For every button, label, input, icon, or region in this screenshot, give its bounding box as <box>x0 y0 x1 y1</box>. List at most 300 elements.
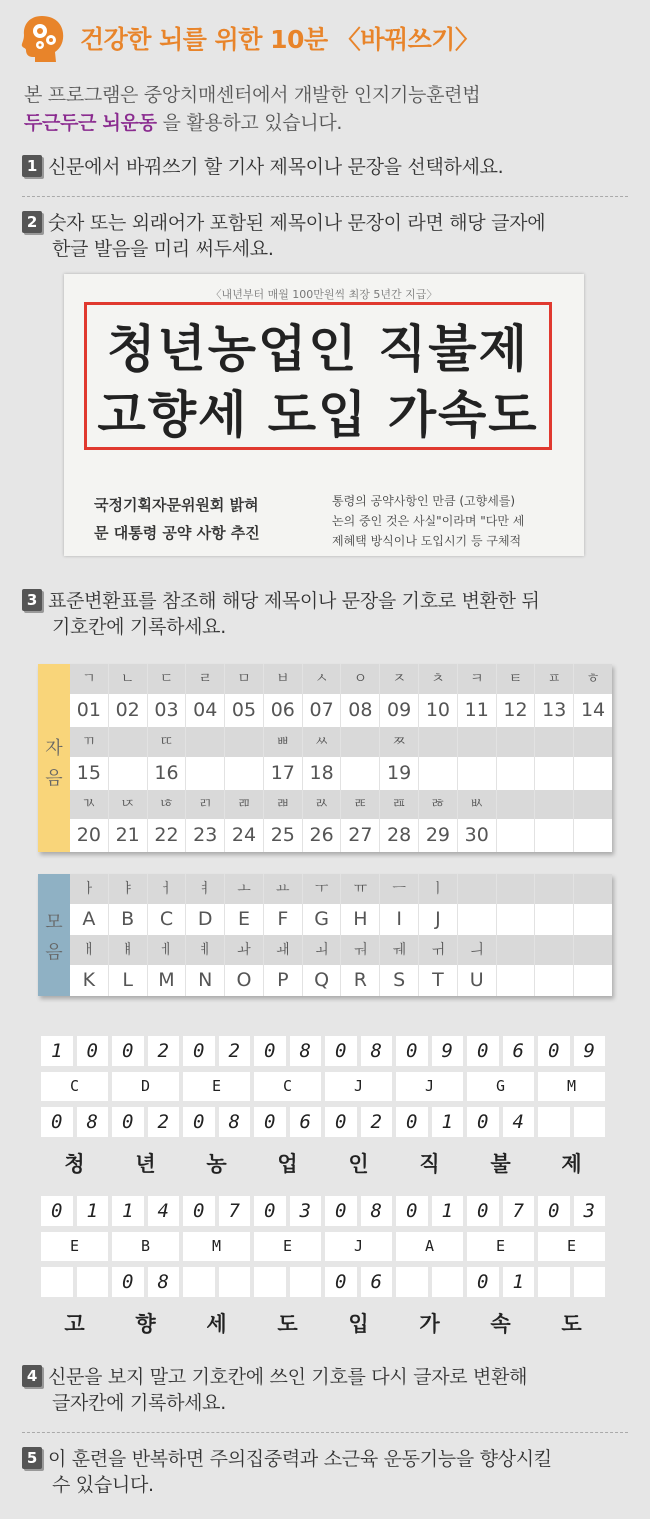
code-box-pair <box>467 1107 534 1137</box>
syllable: 불 <box>490 1152 511 1176</box>
consonant-table <box>38 664 612 852</box>
code-box-pair <box>254 1036 321 1066</box>
code-cell: 27 <box>341 819 380 852</box>
code-cell: 04 <box>186 694 225 727</box>
step-text: 기호칸에 기록하세요. <box>52 616 226 638</box>
vowel-box: C <box>254 1072 321 1101</box>
jamo-cell: ㄺ <box>186 790 225 819</box>
step-4 <box>22 1364 527 1416</box>
table-row <box>70 727 612 757</box>
code-box <box>396 1267 428 1297</box>
syllable-row <box>41 1308 609 1340</box>
syllable-row <box>41 1148 609 1180</box>
code-box-pair <box>112 1107 179 1137</box>
jamo-cell: ㄳ <box>70 790 109 819</box>
code-cell: E <box>225 904 264 935</box>
jamo-cell: ㅌ <box>497 664 536 694</box>
jamo-cell: ㄸ <box>148 727 187 757</box>
code-box-pair <box>254 1107 321 1137</box>
jamo-cell: ㄽ <box>303 790 342 819</box>
jamo-cell: ㅉ <box>380 727 419 757</box>
jamo-cell: ㄼ <box>264 790 303 819</box>
jamo-cell <box>341 727 380 757</box>
code-cell <box>109 757 148 790</box>
code-box-pair <box>325 1267 392 1297</box>
code-cell: A <box>70 904 109 935</box>
code-cell: D <box>186 904 225 935</box>
step-text: 숫자 또는 외래어가 포함된 제목이나 문장이 라면 해당 글자에 <box>48 212 546 234</box>
code-box-pair <box>325 1036 392 1066</box>
code-cell: 26 <box>303 819 342 852</box>
newspaper-caption: 〈내년부터 매월 100만원씩 최장 5년간 지급〉 <box>210 288 438 301</box>
code-cell: 30 <box>458 819 497 852</box>
code-cell: P <box>264 965 303 996</box>
code-cell <box>535 904 574 935</box>
syllable: 제 <box>561 1152 582 1176</box>
vowel-table <box>38 874 612 996</box>
step-number: 1 <box>22 155 42 177</box>
code-box: 0 <box>112 1267 144 1297</box>
jamo-cell: ㅎ <box>574 664 612 694</box>
jamo-cell: ㅋ <box>458 664 497 694</box>
divider <box>22 196 628 197</box>
article-text-1: 통령의 공약사항인 만큼 (고향세를) <box>332 494 516 508</box>
code-box: 0 <box>396 1107 428 1137</box>
table-row <box>70 965 612 996</box>
code-cell <box>574 757 612 790</box>
step-5 <box>22 1446 552 1498</box>
code-box-pair <box>538 1267 605 1297</box>
code-cell <box>535 757 574 790</box>
jamo-cell: ㅟ <box>419 935 458 965</box>
jamo-cell <box>535 874 574 904</box>
vowel-box: J <box>325 1232 392 1261</box>
table-row <box>70 757 612 790</box>
jamo-cell: ㅡ <box>380 874 419 904</box>
label-char: 모 <box>45 912 63 933</box>
step-3 <box>22 588 540 640</box>
vowel-code-row <box>41 1232 609 1261</box>
code-box: 1 <box>503 1267 535 1297</box>
jamo-cell <box>109 727 148 757</box>
code-cell: 07 <box>303 694 342 727</box>
code-box: 0 <box>112 1107 144 1137</box>
code-cell: 19 <box>380 757 419 790</box>
syllable: 고 <box>64 1312 85 1336</box>
subheadline-1: 국정기획자문위원회 밝혀 <box>94 496 259 514</box>
jamo-cell <box>186 727 225 757</box>
code-cell: 02 <box>109 694 148 727</box>
code-box-pair <box>112 1267 179 1297</box>
jamo-cell: ㅆ <box>303 727 342 757</box>
jamo-cell: ㅖ <box>186 935 225 965</box>
code-box: 6 <box>290 1107 322 1137</box>
vowel-box: B <box>112 1232 179 1261</box>
code-cell <box>574 904 612 935</box>
article-text-3: 제혜택 방식이나 도입시기 등 구체적 <box>332 534 522 548</box>
step-number: 5 <box>22 1447 42 1469</box>
code-box: 9 <box>574 1036 606 1066</box>
highlight-box <box>84 302 552 450</box>
code-box-pair <box>396 1036 463 1066</box>
subheadline-2: 문 대통령 공약 사항 추진 <box>94 524 260 542</box>
initial-code-row <box>41 1036 609 1066</box>
code-box: 8 <box>77 1107 109 1137</box>
code-box-pair <box>538 1107 605 1137</box>
jamo-cell: ㄿ <box>380 790 419 819</box>
jamo-cell: ㅅ <box>303 664 342 694</box>
label-char: 음 <box>45 942 63 963</box>
code-box-pair <box>183 1036 250 1066</box>
syllable: 속 <box>490 1312 511 1336</box>
step-text: 표준변환표를 참조해 해당 제목이나 문장을 기호로 변환한 뒤 <box>48 590 540 612</box>
syllable: 향 <box>135 1312 156 1336</box>
brand-logo: 두근두근 뇌운동 <box>24 112 157 134</box>
jamo-cell <box>497 727 536 757</box>
code-box: 2 <box>148 1107 180 1137</box>
code-box: 2 <box>148 1036 180 1066</box>
code-cell: 09 <box>380 694 419 727</box>
code-cell: 03 <box>148 694 187 727</box>
code-box: 0 <box>77 1036 109 1066</box>
step-number: 2 <box>22 211 42 233</box>
code-box-pair <box>254 1196 321 1226</box>
code-cell: I <box>380 904 419 935</box>
code-box: 0 <box>396 1036 428 1066</box>
code-cell: U <box>458 965 497 996</box>
jamo-cell: ㅈ <box>380 664 419 694</box>
vowel-box: M <box>538 1072 605 1101</box>
vowel-box: D <box>112 1072 179 1101</box>
code-box: 2 <box>361 1107 393 1137</box>
jamo-cell: ㄻ <box>225 790 264 819</box>
code-cell <box>186 757 225 790</box>
code-cell: H <box>341 904 380 935</box>
headline-2: 고향세 도입 가속도 <box>97 386 539 444</box>
code-box: 1 <box>77 1196 109 1226</box>
syllable: 도 <box>561 1312 582 1336</box>
code-box <box>538 1267 570 1297</box>
code-box-pair <box>396 1267 463 1297</box>
jamo-cell <box>497 874 536 904</box>
code-box-pair <box>396 1196 463 1226</box>
code-box: 0 <box>112 1036 144 1066</box>
code-box: 0 <box>254 1107 286 1137</box>
jamo-cell: ㅗ <box>225 874 264 904</box>
intro-suffix: 을 활용하고 있습니다. <box>162 112 343 134</box>
code-box: 7 <box>503 1196 535 1226</box>
code-box: 0 <box>183 1107 215 1137</box>
code-box-pair <box>183 1107 250 1137</box>
jamo-cell <box>458 727 497 757</box>
code-cell: 24 <box>225 819 264 852</box>
step-text: 신문에서 바꿔쓰기 할 기사 제목이나 문장을 선택하세요. <box>48 156 504 178</box>
syllable: 입 <box>348 1312 369 1336</box>
label-char: 음 <box>45 768 63 789</box>
syllable: 세 <box>206 1312 227 1336</box>
jamo-cell: ㅂ <box>264 664 303 694</box>
jamo-cell: ㅊ <box>419 664 458 694</box>
vowel-code-row <box>41 1072 609 1101</box>
step-1 <box>22 154 503 180</box>
code-cell: J <box>419 904 458 935</box>
code-box: 0 <box>467 1267 499 1297</box>
jamo-cell: ㅢ <box>458 935 497 965</box>
vowel-box: M <box>183 1232 250 1261</box>
code-box: 0 <box>538 1036 570 1066</box>
code-cell: N <box>186 965 225 996</box>
table-row <box>70 819 612 852</box>
label-char: 자 <box>45 738 63 759</box>
code-box: 3 <box>290 1196 322 1226</box>
jamo-cell: ㄷ <box>148 664 187 694</box>
code-cell: 15 <box>70 757 109 790</box>
code-box-pair <box>538 1196 605 1226</box>
code-box-pair <box>183 1196 250 1226</box>
code-box-pair <box>325 1107 392 1137</box>
consonant-label <box>38 664 70 852</box>
code-cell <box>341 757 380 790</box>
newspaper-clipping <box>64 274 584 556</box>
code-box: 0 <box>254 1036 286 1066</box>
jamo-cell <box>225 727 264 757</box>
vowel-box: A <box>396 1232 463 1261</box>
code-box-pair <box>41 1267 108 1297</box>
vowel-box: E <box>183 1072 250 1101</box>
divider <box>22 1432 628 1433</box>
step-number: 3 <box>22 589 42 611</box>
code-cell <box>497 757 536 790</box>
syllable: 직 <box>419 1152 440 1176</box>
code-cell: 16 <box>148 757 187 790</box>
code-box: 1 <box>432 1196 464 1226</box>
vowel-label <box>38 874 70 996</box>
vowel-box: G <box>467 1072 534 1101</box>
code-box: 1 <box>112 1196 144 1226</box>
code-cell: 14 <box>574 694 612 727</box>
vowel-box: E <box>254 1232 321 1261</box>
article-text-2: 논의 중인 것은 사실"이라며 "다만 세 <box>332 514 525 528</box>
code-box: 0 <box>325 1036 357 1066</box>
code-box-pair <box>112 1036 179 1066</box>
code-box: 0 <box>41 1196 73 1226</box>
code-box-pair <box>467 1196 534 1226</box>
jamo-cell: ㅏ <box>70 874 109 904</box>
jamo-cell <box>574 727 612 757</box>
vowel-box: E <box>467 1232 534 1261</box>
step-number: 4 <box>22 1365 42 1387</box>
jamo-cell: ㅔ <box>148 935 187 965</box>
code-box <box>574 1267 606 1297</box>
jamo-cell: ㄱ <box>70 664 109 694</box>
code-box: 6 <box>503 1036 535 1066</box>
code-cell: O <box>225 965 264 996</box>
jamo-cell <box>574 874 612 904</box>
jamo-cell: ㅍ <box>535 664 574 694</box>
intro-line-1: 본 프로그램은 중앙치매센터에서 개발한 인지기능훈련법 <box>24 84 481 106</box>
code-box: 0 <box>183 1196 215 1226</box>
code-cell: S <box>380 965 419 996</box>
jamo-cell: ㅁ <box>225 664 264 694</box>
code-box-pair <box>467 1036 534 1066</box>
syllable: 년 <box>135 1152 156 1176</box>
code-cell: 29 <box>419 819 458 852</box>
initial-code-row <box>41 1196 609 1226</box>
jamo-cell <box>535 727 574 757</box>
code-box <box>254 1267 286 1297</box>
code-box: 4 <box>148 1196 180 1226</box>
code-cell: 25 <box>264 819 303 852</box>
page-title: 건강한 뇌를 위한 10분 〈바꿔쓰기〉 <box>80 25 480 54</box>
jamo-cell <box>574 935 612 965</box>
final-code-row <box>41 1267 609 1297</box>
code-cell <box>535 965 574 996</box>
step-text: 수 있습니다. <box>52 1474 154 1496</box>
headline-1: 청년농업인 직불제 <box>107 320 529 378</box>
step-text: 신문을 보지 말고 기호칸에 쓰인 기호를 다시 글자로 변환해 <box>48 1366 528 1388</box>
code-box: 0 <box>467 1107 499 1137</box>
syllable: 농 <box>206 1152 227 1176</box>
step-2 <box>22 210 545 262</box>
jamo-cell: ㄴ <box>109 664 148 694</box>
code-box <box>574 1107 606 1137</box>
code-cell: 10 <box>419 694 458 727</box>
vowel-box: C <box>41 1072 108 1101</box>
jamo-cell <box>419 727 458 757</box>
code-cell: Q <box>303 965 342 996</box>
syllable: 도 <box>277 1312 298 1336</box>
code-box-pair <box>41 1107 108 1137</box>
jamo-cell: ㄲ <box>70 727 109 757</box>
jamo-cell <box>535 790 574 819</box>
code-box: 9 <box>432 1036 464 1066</box>
code-cell <box>574 965 612 996</box>
syllable: 청 <box>64 1152 85 1176</box>
step-text: 한글 발음을 미리 써두세요. <box>52 238 274 260</box>
jamo-cell: ㅇ <box>341 664 380 694</box>
vowel-box: E <box>538 1232 605 1261</box>
code-box-pair <box>396 1107 463 1137</box>
code-box: 0 <box>254 1196 286 1226</box>
code-cell: 23 <box>186 819 225 852</box>
jamo-cell <box>574 790 612 819</box>
intro-line-2 <box>24 108 342 135</box>
jamo-cell: ㅄ <box>458 790 497 819</box>
code-box: 0 <box>467 1196 499 1226</box>
table-row <box>70 935 612 965</box>
code-cell: 08 <box>341 694 380 727</box>
jamo-cell: ㅐ <box>70 935 109 965</box>
jamo-cell: ㄾ <box>341 790 380 819</box>
code-cell: 20 <box>70 819 109 852</box>
jamo-cell: ㄵ <box>109 790 148 819</box>
code-cell <box>497 904 536 935</box>
table-row <box>70 904 612 935</box>
code-cell: 18 <box>303 757 342 790</box>
code-box: 2 <box>219 1036 251 1066</box>
jamo-cell: ㅞ <box>380 935 419 965</box>
code-cell <box>574 819 612 852</box>
code-box <box>219 1267 251 1297</box>
code-box: 8 <box>290 1036 322 1066</box>
vowel-box: E <box>41 1232 108 1261</box>
jamo-cell <box>497 790 536 819</box>
jamo-cell: ㅀ <box>419 790 458 819</box>
code-cell: T <box>419 965 458 996</box>
code-box: 0 <box>325 1267 357 1297</box>
code-cell <box>458 757 497 790</box>
jamo-cell: ㅝ <box>341 935 380 965</box>
code-box: 4 <box>503 1107 535 1137</box>
code-box <box>290 1267 322 1297</box>
code-cell: 22 <box>148 819 187 852</box>
jamo-cell: ㅛ <box>264 874 303 904</box>
table-row <box>70 664 612 694</box>
code-cell: 01 <box>70 694 109 727</box>
code-box <box>41 1267 73 1297</box>
jamo-cell: ㅣ <box>419 874 458 904</box>
code-cell: L <box>109 965 148 996</box>
code-cell: C <box>148 904 187 935</box>
code-cell: 28 <box>380 819 419 852</box>
code-cell <box>535 819 574 852</box>
code-cell: 12 <box>497 694 536 727</box>
jamo-cell: ㅕ <box>186 874 225 904</box>
jamo-cell: ㄹ <box>186 664 225 694</box>
vowel-box: J <box>325 1072 392 1101</box>
syllable: 가 <box>419 1312 440 1336</box>
code-box: 8 <box>148 1267 180 1297</box>
code-box: 1 <box>432 1107 464 1137</box>
jamo-cell <box>458 874 497 904</box>
jamo-cell: ㅚ <box>303 935 342 965</box>
jamo-cell: ㄶ <box>148 790 187 819</box>
code-box-pair <box>254 1267 321 1297</box>
code-box <box>538 1107 570 1137</box>
jamo-cell: ㅓ <box>148 874 187 904</box>
step-text: 글자칸에 기록하세요. <box>52 1392 226 1414</box>
code-box <box>183 1267 215 1297</box>
code-box: 0 <box>325 1196 357 1226</box>
code-box: 6 <box>361 1267 393 1297</box>
code-cell: 06 <box>264 694 303 727</box>
brain-gears-icon <box>20 14 66 62</box>
code-box: 0 <box>396 1196 428 1226</box>
code-cell: 17 <box>264 757 303 790</box>
code-cell: 05 <box>225 694 264 727</box>
code-cell: R <box>341 965 380 996</box>
code-cell: G <box>303 904 342 935</box>
jamo-cell: ㅙ <box>264 935 303 965</box>
code-cell <box>497 965 536 996</box>
code-cell: 21 <box>109 819 148 852</box>
code-cell: M <box>148 965 187 996</box>
code-box-pair <box>183 1267 250 1297</box>
code-box: 0 <box>467 1036 499 1066</box>
code-box-pair <box>467 1267 534 1297</box>
code-box <box>77 1267 109 1297</box>
code-box: 7 <box>219 1196 251 1226</box>
code-box: 0 <box>41 1107 73 1137</box>
table-row <box>70 790 612 819</box>
jamo-cell: ㅜ <box>303 874 342 904</box>
code-cell: F <box>264 904 303 935</box>
code-box: 0 <box>325 1107 357 1137</box>
syllable: 인 <box>348 1152 369 1176</box>
code-cell <box>225 757 264 790</box>
code-box <box>432 1267 464 1297</box>
table-row <box>70 874 612 904</box>
